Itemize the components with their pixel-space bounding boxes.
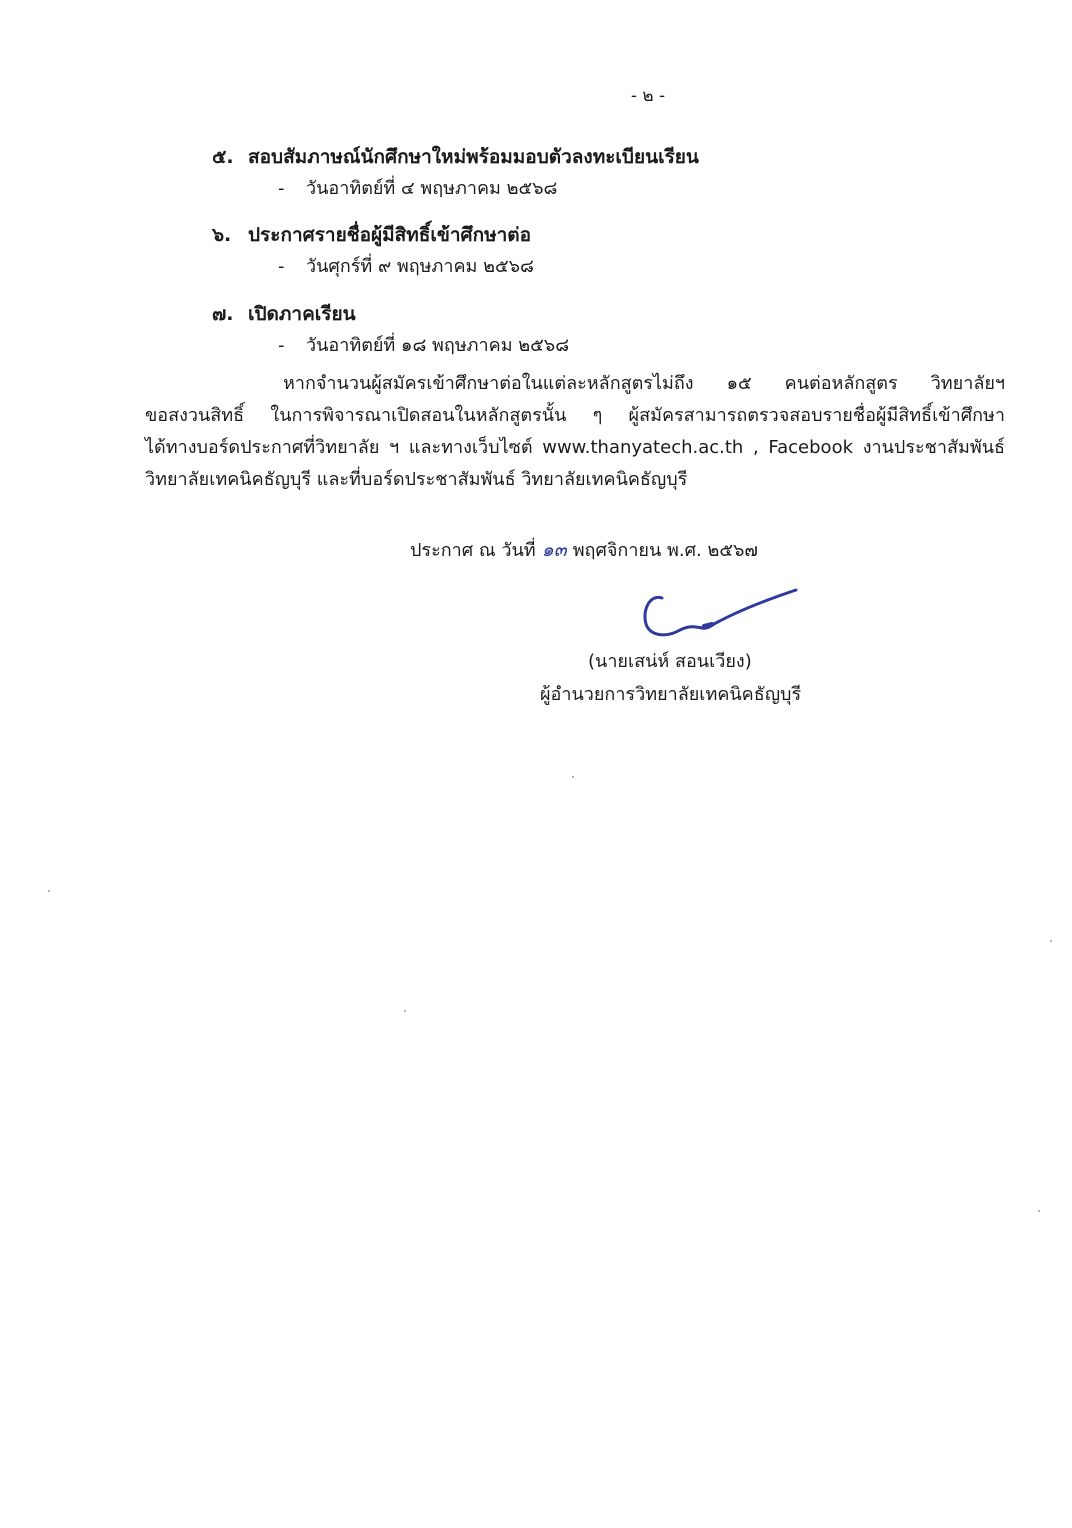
- scan-speck: [404, 1010, 406, 1012]
- section-title: ประกาศรายชื่อผู้มีสิทธิ์เข้าศึกษาต่อ: [248, 224, 532, 246]
- handwritten-signature: [636, 582, 804, 642]
- section-6: [212, 223, 972, 279]
- section-date-line: [278, 334, 972, 358]
- scan-speck: [48, 890, 50, 892]
- section-heading: [212, 145, 972, 169]
- bullet-dash: -: [278, 335, 285, 356]
- paragraph-line: ขอสงวนสิทธิ์ ในการพิจารณาเปิดสอนในหลักสูตรนั้น ๆ ผู้สมัครสามารถตรวจสอบรายชื่อผู้มีสิทธิ์เข้าศึกษา: [145, 405, 1005, 426]
- scan-speck: [572, 776, 574, 778]
- section-date-line: [278, 255, 972, 279]
- section-7: [212, 302, 972, 358]
- signer-title: ผู้อำนวยการวิทยาลัยเทคนิคธัญบุรี: [540, 684, 802, 705]
- section-date: วันอาทิตย์ที่ ๔ พฤษภาคม ๒๕๖๘: [306, 178, 558, 199]
- section-5: [212, 145, 972, 201]
- section-number: ๗.: [212, 303, 234, 325]
- announcement-date: [410, 537, 758, 564]
- scan-speck: [1038, 1210, 1040, 1212]
- section-title: เปิดภาคเรียน: [248, 303, 356, 325]
- section-date: วันศุกร์ที่ ๙ พฤษภาคม ๒๕๖๘: [306, 256, 534, 277]
- section-number: ๕.: [212, 146, 234, 168]
- section-number: ๖.: [212, 224, 232, 246]
- handwritten-day: ๑๓: [541, 539, 567, 561]
- paragraph-line: วิทยาลัยเทคนิคธัญบุรี และที่บอร์ดประชาสัมพันธ์ วิทยาลัยเทคนิคธัญบุรี: [145, 469, 688, 490]
- section-title: สอบสัมภาษณ์นักศึกษาใหม่พร้อมมอบตัวลงทะเบียนเรียน: [248, 146, 699, 168]
- section-date-line: [278, 177, 972, 201]
- announcement-prefix: ประกาศ ณ วันที่: [410, 540, 536, 561]
- bullet-dash: -: [278, 178, 285, 199]
- signer-name: (นายเสน่ห์ สอนเวียง): [588, 651, 752, 672]
- announcement-suffix: พฤศจิกายน พ.ศ. ๒๕๖๗: [572, 540, 758, 561]
- section-date: วันอาทิตย์ที่ ๑๘ พฤษภาคม ๒๕๖๘: [306, 335, 570, 356]
- section-heading: [212, 302, 972, 326]
- paragraph-line: หากจำนวนผู้สมัครเข้าศึกษาต่อในแต่ละหลักสูตรไม่ถึง ๑๕ คนต่อหลักสูตร วิทยาลัยฯ: [283, 373, 1005, 394]
- notice-paragraph: [145, 368, 1005, 496]
- section-heading: [212, 223, 972, 247]
- page-number: - ๒ -: [630, 86, 666, 106]
- scan-speck: [1050, 940, 1052, 942]
- paragraph-line: ได้ทางบอร์ดประกาศที่วิทยาลัย ฯ และทางเว็บไซต์ www.thanyatech.ac.th , Facebook งานประชาสัมพันธ์: [145, 437, 1005, 458]
- bullet-dash: -: [278, 256, 285, 277]
